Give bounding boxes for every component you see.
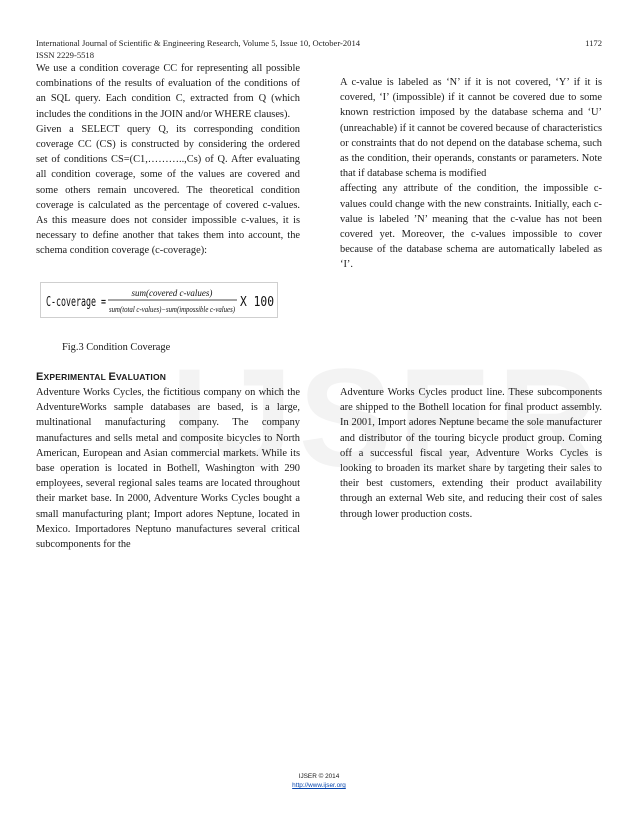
issn-line: ISSN 2229-5518 — [36, 50, 95, 60]
paragraph-product-line: Adventure Works Cycles product line. These subcomponents are shipped to the Bothell location for final product assembly. In 2001, Import adores Neptune became the sole manufacturer and distributor of the touring bicycle product group. Coming off a successful fiscal year, Adventure Works Cycles is looking to broaden its market share by targeting their sales to their best customers, extending their product availability through an external Web site, and reducing their cost of sales through lower production costs. — [340, 387, 602, 520]
c-coverage-formula — [40, 282, 278, 318]
paragraph-condition-coverage: We use a condition coverage CC for representing all possible combinations of the results of evaluation of the conditions of an SQL query. Each condition C, extracted from Q (which includes the conditions in the JOIN and/or WHERE clauses). — [36, 63, 300, 120]
formula-multiplier: X 100 — [240, 295, 274, 310]
paragraph-select-query: Given a SELECT query Q, its corresponding condition coverage CC (CS) is constructed by considering the ordered set of conditions CS=(C1,………..,Cs) of Q. After evaluating all condition coverage, some of the values are covered and some others remain uncovered. The theoretical condition coverage is calculated as the percentage of covered c-values. As this measure does not consider impossible c-values, it is necessary to define another that takes them into account, the schema condition coverage (c-coverage): — [36, 123, 300, 257]
right-column-bottom — [340, 385, 602, 522]
journal-title: International Journal of Scientific & Engineering Research, Volume 5, Issue 10, October-2014 — [36, 38, 361, 48]
left-column-top — [36, 61, 300, 259]
formula-denominator: sum(total c-values)−sum(impossible c-values) — [109, 305, 236, 314]
paragraph-c-value-labels: A c-value is labeled as ‘N’ if it is not covered, ‘Y’ if it is covered, ‘I’ (impossible) if it cannot be covered due to some known restriction imposed by the database schema and ‘U’ (unreachable) if it cannot be covered because of characteristics or constraints that do not depend on the database schema, such as the condition, their operands, constants or parameters. Note that if database schema is modified — [340, 77, 602, 180]
formula-numerator: sum(covered c-values) — [131, 288, 213, 298]
section-heading: EXPERIMENTAL EVALUATION — [36, 371, 167, 383]
left-column-bottom — [36, 385, 300, 552]
footer — [0, 772, 638, 790]
page-number: 1172 — [585, 38, 602, 48]
figure-caption: Fig.3 Condition Coverage — [62, 342, 171, 353]
footer-copyright: IJSER © 2014 — [298, 773, 340, 780]
paragraph-schema-changes: affecting any attribute of the condition, the impossible c-values could change with the new constraints. Initially, each c-value is labeled ’N’ meaning that the c-value has not been covered yet. Moreover, the c-values impossible to cover because of the database schema are automatically labeled as ‘I’. — [340, 183, 602, 271]
footer-link[interactable]: http://www.ijser.org — [292, 782, 346, 789]
right-column-top — [340, 75, 602, 273]
formula-lhs: C-coverage = — [46, 295, 107, 310]
journal-header — [36, 37, 602, 61]
paragraph-adventure-works: Adventure Works Cycles, the fictitious company on which the AdventureWorks sample databases are based, is a large, multinational manufacturing company. The company manufactures and sells metal and composite bicycles to North American, European and Asian commercial markets. While its base operation is located in Bothell, Washington with 290 employees, several regional sales teams are located throughout their market base. In 2000, Adventure Works Cycles bought a small manufacturing plant; Import adores Neptune, located in Mexico. Importadores Neptuno manufactures several critical subcomponents for the — [36, 387, 300, 551]
